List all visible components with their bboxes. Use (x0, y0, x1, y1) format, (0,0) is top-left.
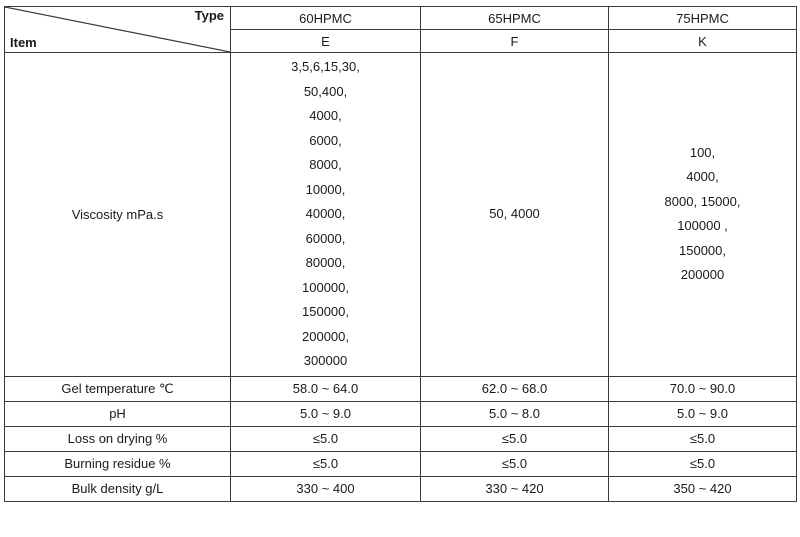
table-row (5, 476, 797, 501)
cell-ph-65hpmc: 5.0 ~ 8.0 (421, 401, 609, 426)
cell-viscosity-60hpmc: 3,5,6,15,30, 50,400, 4000, 6000, 8000, 10000, 40000, 60000, 80000, 100000, 150000, 200000, 300000 (231, 53, 421, 377)
column-header-product-1: 60HPMC (231, 7, 421, 30)
column-header-product-2: 65HPMC (421, 7, 609, 30)
cell-gel-temperature-60hpmc: 58.0 ~ 64.0 (231, 376, 421, 401)
column-header-grade-3: K (609, 30, 797, 53)
table-row (5, 451, 797, 476)
cell-loss-on-drying-60hpmc: ≤5.0 (231, 426, 421, 451)
corner-item-label: Item (10, 35, 37, 50)
table-row (5, 376, 797, 401)
row-label-loss-on-drying: Loss on drying % (5, 426, 231, 451)
corner-header-cell (5, 7, 231, 53)
cell-ph-60hpmc: 5.0 ~ 9.0 (231, 401, 421, 426)
cell-bulk-density-75hpmc: 350 ~ 420 (609, 476, 797, 501)
cell-viscosity-75hpmc: 100, 4000, 8000, 15000, 100000 , 150000, 200000 (609, 53, 797, 377)
row-label-bulk-density: Bulk density g/L (5, 476, 231, 501)
row-label-ph: pH (5, 401, 231, 426)
row-label-viscosity: Viscosity mPa.s (5, 53, 231, 377)
cell-loss-on-drying-75hpmc: ≤5.0 (609, 426, 797, 451)
column-header-grade-1: E (231, 30, 421, 53)
row-label-gel-temperature: Gel temperature ℃ (5, 376, 231, 401)
cell-loss-on-drying-65hpmc: ≤5.0 (421, 426, 609, 451)
cell-gel-temperature-65hpmc: 62.0 ~ 68.0 (421, 376, 609, 401)
specification-table (4, 6, 797, 502)
table-row (5, 53, 797, 377)
row-label-burning-residue: Burning residue % (5, 451, 231, 476)
table-header-row-type (5, 7, 797, 30)
cell-burning-residue-60hpmc: ≤5.0 (231, 451, 421, 476)
cell-ph-75hpmc: 5.0 ~ 9.0 (609, 401, 797, 426)
cell-bulk-density-65hpmc: 330 ~ 420 (421, 476, 609, 501)
table-row (5, 401, 797, 426)
cell-burning-residue-75hpmc: ≤5.0 (609, 451, 797, 476)
cell-burning-residue-65hpmc: ≤5.0 (421, 451, 609, 476)
cell-gel-temperature-75hpmc: 70.0 ~ 90.0 (609, 376, 797, 401)
cell-viscosity-65hpmc: 50, 4000 (421, 53, 609, 377)
table-row (5, 426, 797, 451)
column-header-grade-2: F (421, 30, 609, 53)
cell-bulk-density-60hpmc: 330 ~ 400 (231, 476, 421, 501)
column-header-product-3: 75HPMC (609, 7, 797, 30)
corner-type-label: Type (194, 8, 224, 23)
